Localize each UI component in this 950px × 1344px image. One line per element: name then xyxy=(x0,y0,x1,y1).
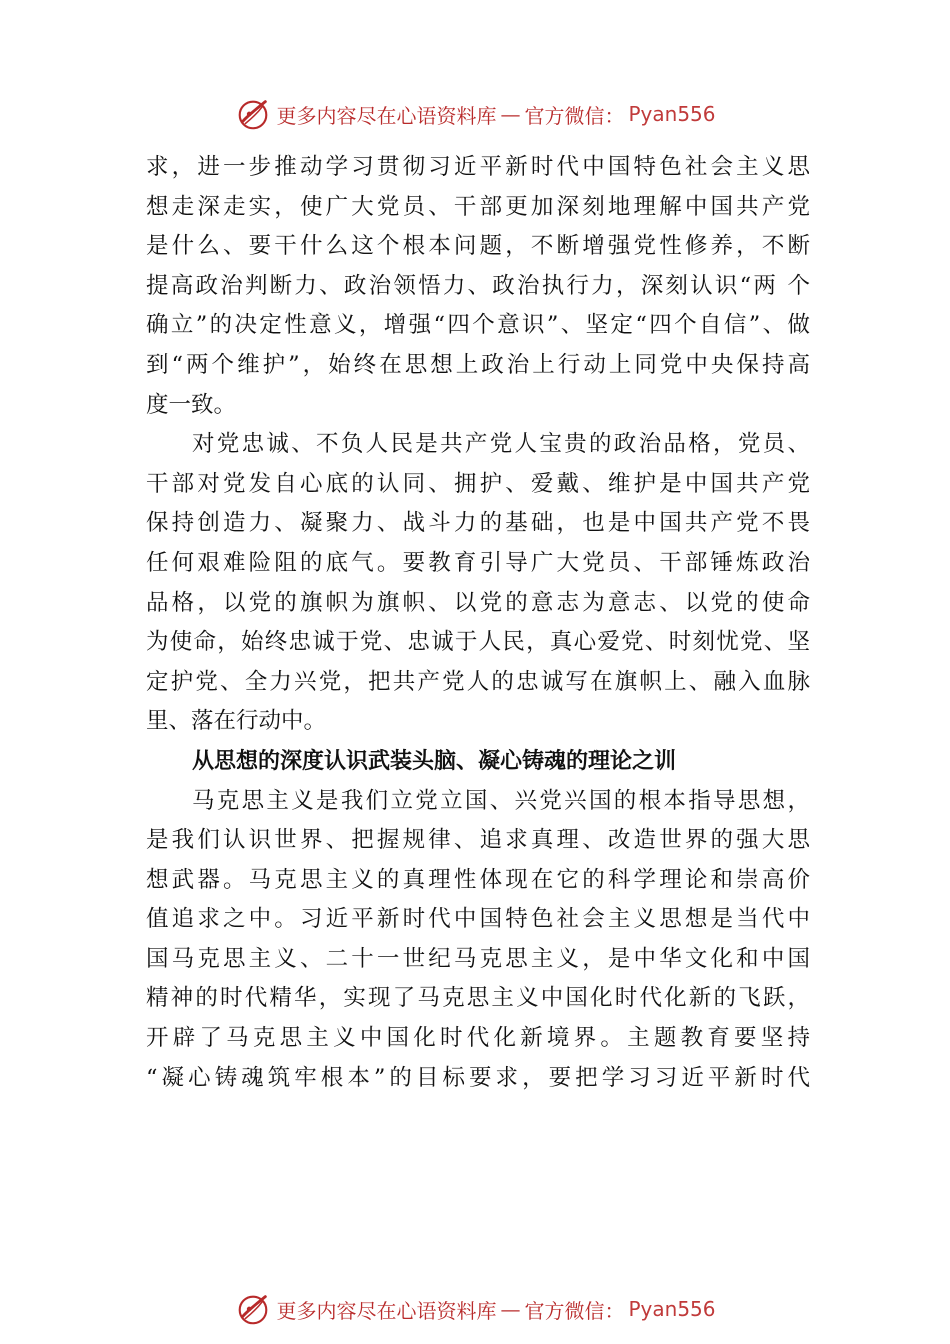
text-line: 任何艰难险阻的底气。要教育引导广大党员、干部锤炼政治 xyxy=(146,549,810,576)
text-line: “凝心铸魂筑牢根本”的目标要求，要把学习习近平新时代 xyxy=(146,1064,810,1091)
banner-title: 更多内容尽在心语资料库 xyxy=(276,103,497,128)
paragraph-3 xyxy=(146,782,810,1099)
text-line: 值追求之中。习近平新时代中国特色社会主义思想是当代中 xyxy=(146,906,810,933)
section-heading: 从思想的深度认识武装头脑、凝心铸魂的理论之训 xyxy=(192,748,677,774)
text-line: 开辟了马克思主义中国化时代化新境界。主题教育要坚持 xyxy=(146,1025,810,1052)
text-line: 想武器。马克思主义的真理性体现在它的科学理论和崇高价 xyxy=(146,866,810,893)
text-line: 是什么、要干什么这个根本问题，不断增强党性修养，不断 xyxy=(146,233,810,260)
banner-wechat-id: Pyan556 xyxy=(628,1297,716,1321)
banner-wechat-id: Pyan556 xyxy=(628,102,716,126)
paragraph-2 xyxy=(146,425,810,742)
text-line: 确立”的决定性意义，增强“四个意识”、坚定“四个自信”、做 xyxy=(146,312,810,339)
banner-wechat-label: 官方微信： xyxy=(524,103,625,128)
text-line: 马克思主义是我们立党立国、兴党兴国的根本指导思想， xyxy=(192,787,810,814)
footer-banner xyxy=(0,1287,950,1331)
text-line: 里、落在行动中。 xyxy=(146,708,327,735)
text-line: 对党忠诚、不负人民是共产党人宝贵的政治品格，党员、 xyxy=(192,431,810,458)
text-line: 定护党、全力兴党，把共产党人的忠诚写在旗帜上、融入血脉 xyxy=(146,668,810,695)
text-line: 度一致。 xyxy=(146,391,237,418)
header-banner xyxy=(0,92,950,136)
banner-separator: — xyxy=(500,102,521,126)
text-line: 精神的时代精华，实现了马克思主义中国化时代化新的飞跃， xyxy=(146,985,810,1012)
banner-separator: — xyxy=(500,1297,521,1321)
text-line: 是我们认识世界、把握规律、追求真理、改造世界的强大思 xyxy=(146,827,810,854)
text-line: 想走深走实，使广大党员、干部更加深刻地理解中国共产党 xyxy=(146,193,810,220)
brush-logo-icon xyxy=(234,1290,272,1328)
brush-logo-icon xyxy=(234,95,272,133)
banner-title: 更多内容尽在心语资料库 xyxy=(276,1298,497,1323)
text-line: 求，进一步推动学习贯彻习近平新时代中国特色社会主义思 xyxy=(146,154,810,180)
text-line: 品格，以党的旗帜为旗帜、以党的意志为意志、以党的使命 xyxy=(146,589,810,616)
document-body xyxy=(146,148,810,1098)
paragraph-1 xyxy=(146,148,810,425)
banner-wechat-label: 官方微信： xyxy=(524,1298,625,1323)
text-line: 干部对党发自心底的认同、拥护、爱戴、维护是中国共产党 xyxy=(146,470,810,497)
text-line: 为使命，始终忠诚于党、忠诚于人民，真心爱党、时刻忧党、坚 xyxy=(146,629,810,656)
text-line: 提高政治判断力、政治领悟力、政治执行力，深刻认识“两 个 xyxy=(146,272,810,299)
text-line: 保持创造力、凝聚力、战斗力的基础，也是中国共产党不畏 xyxy=(146,510,810,537)
text-line: 到“两个维护”，始终在思想上政治上行动上同党中央保持高 xyxy=(146,351,810,378)
text-line: 国马克思主义、二十一世纪马克思主义，是中华文化和中国 xyxy=(146,945,810,972)
